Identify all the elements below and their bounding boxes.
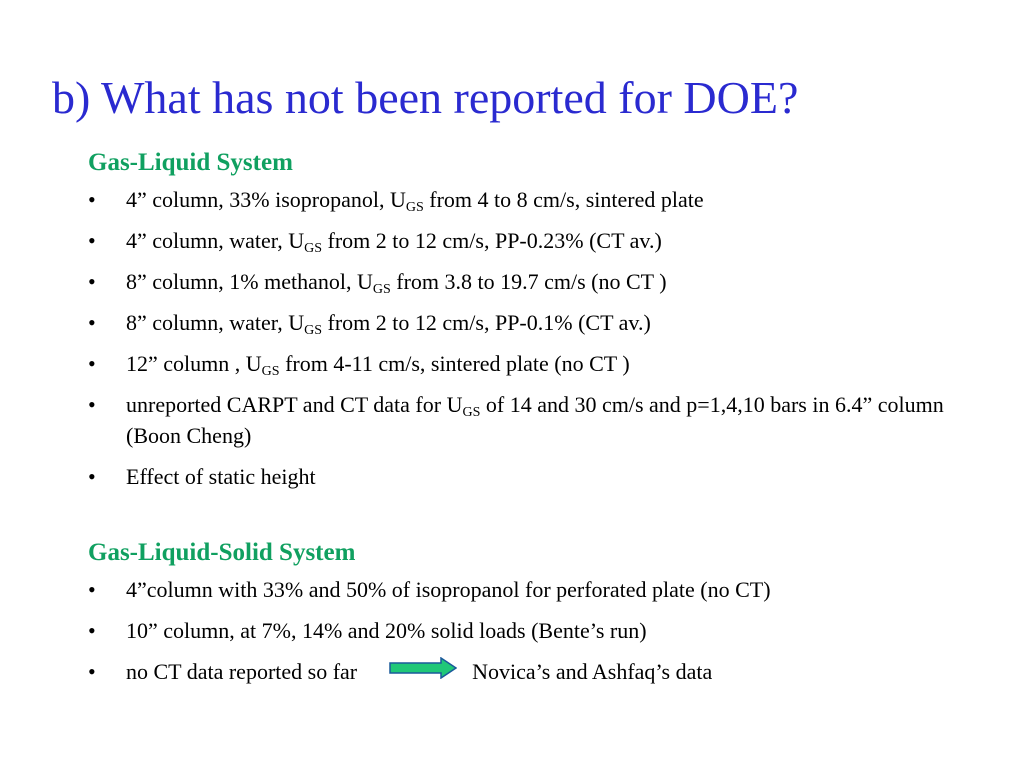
section-heading-gas-liquid-solid: Gas-Liquid-Solid System: [88, 539, 356, 566]
bullet-icon: •: [88, 577, 96, 602]
list-item: • 4” column, water, $U_{GS}$ from 2 to 12 cm/s, PP-0.23% (CT av.): [88, 225, 988, 256]
list-item: • no CT data reported so far Novica’s and Ashfaq’s data: [88, 656, 988, 689]
list-item: • 10” column, at 7%, 14% and 20% solid loads (Bente’s run): [88, 615, 988, 646]
bullet-icon: •: [88, 187, 96, 212]
bullet-icon: •: [88, 392, 96, 417]
bullet-icon: •: [88, 464, 96, 489]
bullet-icon: •: [88, 351, 96, 376]
bullet-icon: •: [88, 618, 96, 643]
list-item: • 8” column, 1% methanol, $U_{GS}$ from 3.8 to 19.7 cm/s (no CT ): [88, 266, 988, 297]
bullet-list-gas-liquid: [88, 184, 988, 492]
right-arrow-icon: [389, 656, 457, 687]
list-item: • 4” column, 33% isopropanol, $U_{GS}$ from 4 to 8 cm/s, sintered plate: [88, 184, 988, 215]
bullet-icon: •: [88, 310, 96, 335]
bullet-icon: •: [88, 228, 96, 253]
list-item: • 12” column , $U_{GS}$ from 4-11 cm/s, sintered plate (no CT ): [88, 348, 988, 379]
slide-title: b) What has not been reported for DOE?: [52, 72, 799, 123]
bullet-list-gas-liquid-solid: [88, 574, 988, 689]
bullet-icon: •: [88, 659, 96, 684]
list-item: • unreported CARPT and CT data for $U_{GS}$ of 14 and 30 cm/s and p=1,4,10 bars in 6.4” column (Boon Cheng): [88, 389, 988, 451]
slide-content: [88, 146, 988, 699]
section-heading-gas-liquid: Gas-Liquid System: [88, 149, 293, 176]
list-item: • Effect of static height: [88, 461, 988, 492]
list-item: • 4”column with 33% and 50% of isopropanol for perforated plate (no CT): [88, 574, 988, 605]
bullet-icon: •: [88, 269, 96, 294]
section-spacer: [88, 502, 988, 536]
arrow-target-text: Novica’s and Ashfaq’s data: [472, 659, 713, 684]
list-item: • 8” column, water, $U_{GS}$ from 2 to 12 cm/s, PP-0.1% (CT av.): [88, 307, 988, 338]
